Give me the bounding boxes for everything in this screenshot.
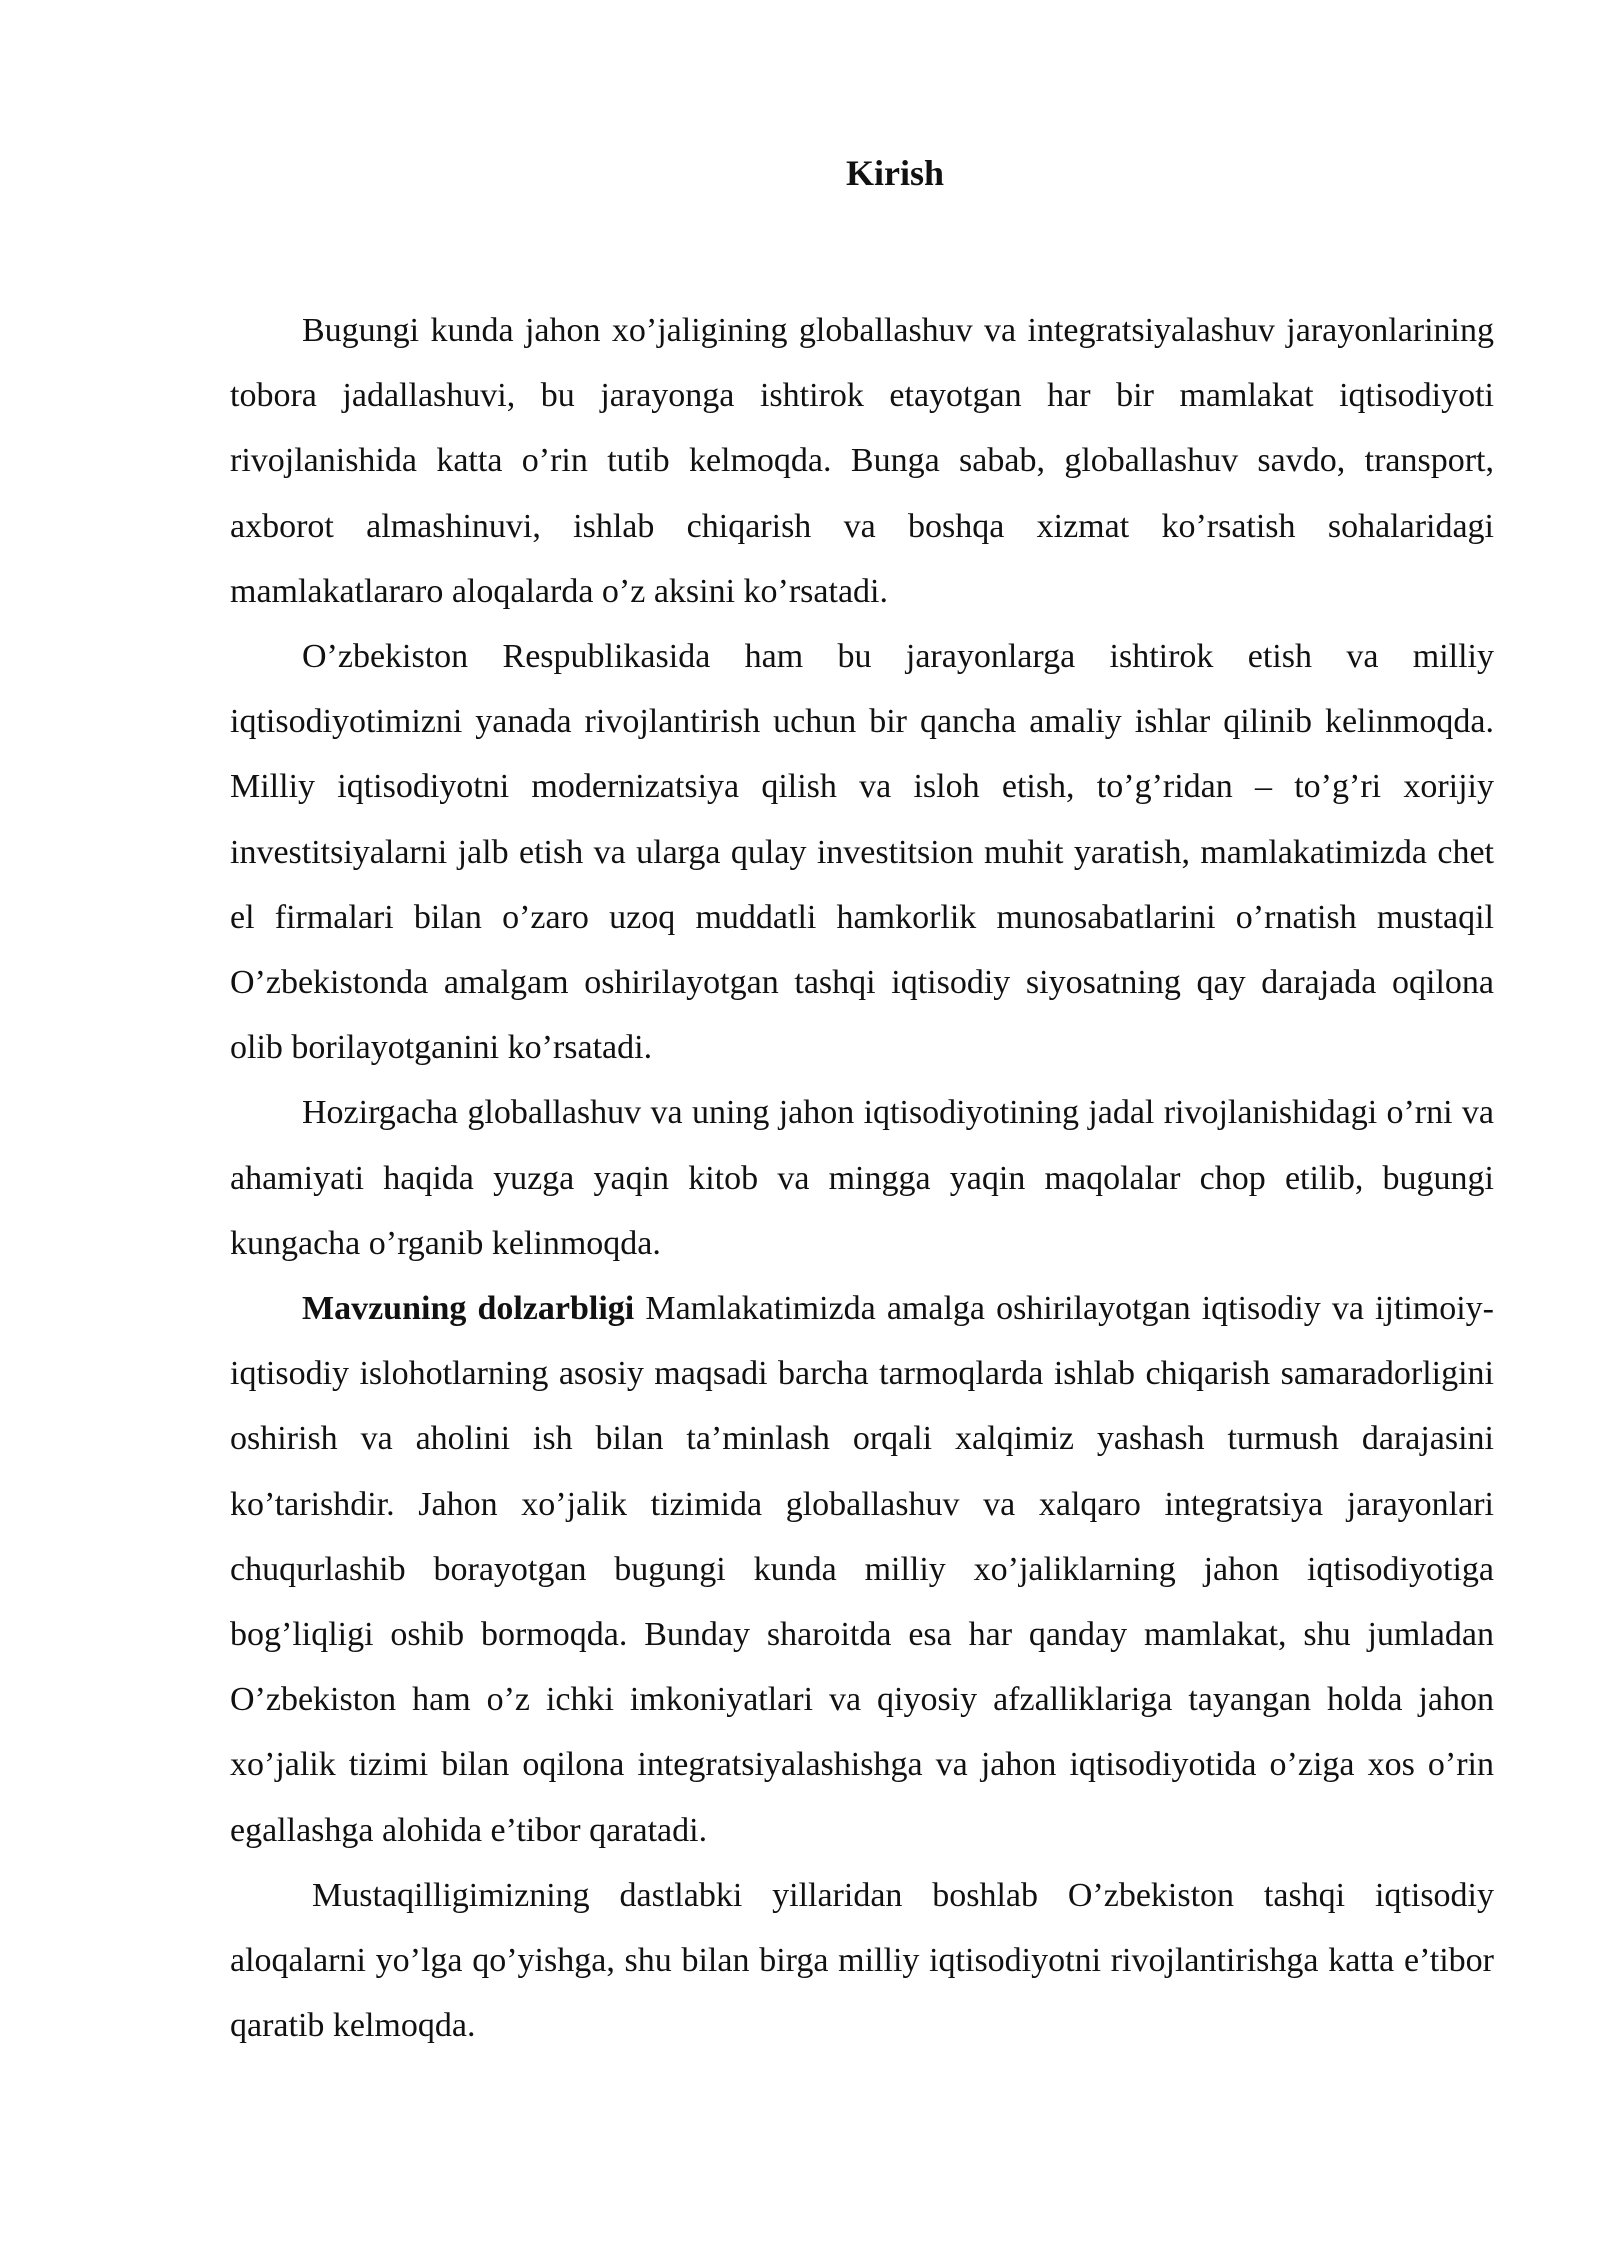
relevance-text: Mamlakatimizda amalga oshirilayotgan iqtisodiy va ijtimoiy-iqtisodiy islohotlarning asosiy maqsadi barcha tarmoqlarda ishlab chiqarish samaradorligini oshirish va aholini ish bilan ta’minlash orqali xalqimiz yashash turmush darajasini ko’tarishdir. Jahon xo’jalik tizimida globallashuv va xalqaro integratsiya jarayonlari chuqurlashib borayotgan bugungi kunda milliy xo’jaliklarning jahon iqtisodiyotiga bog’liqligi oshib bormoqda. Bunday sharoitda esa har qanday mamlakat, shu jumladan O’zbekiston ham o’z ichki imkoniyatlari va qiyosiy afzalliklariga tayangan holda jahon xo’jalik tizimi bilan oqilona integratsiyalashishga va jahon iqtisodiyotida o’ziga xos o’rin egallashga alohida e’tibor qaratadi. xyxy=(230,1290,1495,1849)
relevance-lead: Mavzuning dolzarbligi xyxy=(302,1290,635,1328)
document-body xyxy=(230,298,1494,2058)
paragraph-intro: Bugungi kunda jahon xo’jaligining globallashuv va integratsiyalashuv jarayonlarining tobora jadallashuvi, bu jarayonga ishtirok etayotgan har bir mamlakat iqtisodiyoti rivojlanishida katta o’rin tutib kelmoqda. Bunga sabab, globallashuv savdo, transport, axborot almashinuvi, ishlab chiqarish va boshqa xizmat ko’rsatish sohalaridagi mamlakatlararo aloqalarda o’z aksini ko’rsatadi. xyxy=(230,312,1494,610)
paragraph-independence: Mustaqilligimizning dastlabki yillaridan boshlab O’zbekiston tashqi iqtisodiy aloqalarni yo’lga qo’yishga, shu bilan birga milliy iqtisodiyotni rivojlantirishga katta e’tibor qaratib kelmoqda. xyxy=(230,1876,1494,2045)
paragraph-literature: Hozirgacha globallashuv va uning jahon iqtisodiyotining jadal rivojlanishidagi o’rni va ahamiyati haqida yuzga yaqin kitob va mingga yaqin maqolalar chop etilib, bugungi kungacha o’rganib kelinmoqda. xyxy=(230,1094,1494,1262)
paragraph-uzbekistan-reforms: O’zbekiston Respublikasida ham bu jarayonlarga ishtirok etish va milliy iqtisodiyotimizni yanada rivojlantirish uchun bir qancha amaliy ishlar qilinib kelinmoqda. Milliy iqtisodiyotni modernizatsiya qilish va isloh etish, to’g’ridan – to’g’ri xorijiy investitsiyalarni jalb etish va ularga qulay investitsion muhit yaratish, mamlakatimizda chet el firmalari bilan o’zaro uzoq muddatli hamkorlik munosabatlarini o’rnatish mustaqil O’zbekistonda amalgam oshirilayotgan tashqi iqtisodiy siyosatning qay darajada oqilona olib borilayotganini ko’rsatadi. xyxy=(230,638,1494,1067)
page-title: Kirish xyxy=(845,153,944,193)
paragraph-relevance xyxy=(230,1276,1494,1863)
